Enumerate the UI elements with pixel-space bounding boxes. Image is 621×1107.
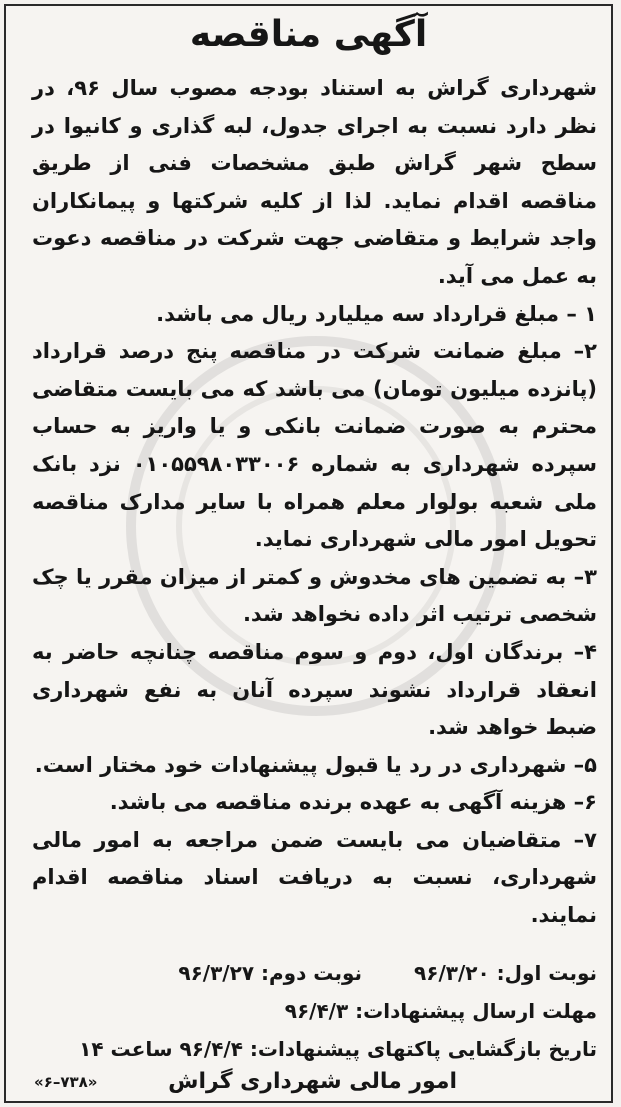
first-round-date: نوبت اول: ۹۶/۳/۲۰	[414, 961, 597, 985]
notice-title: آگهی مناقصه	[189, 14, 428, 55]
deadline-date: مهلت ارسال پیشنهادات: ۹۶/۴/۳	[284, 999, 597, 1023]
second-round-date: نوبت دوم: ۹۶/۳/۲۷	[178, 961, 363, 985]
list-item: ۳– به تضمین های مخدوش و کمتر از میزان مقرر یا چک شخصی ترتیب اثر داده نخواهد شد.	[32, 564, 597, 627]
list-item: ۴– برندگان اول، دوم و سوم مناقصه چنانچه حاضر به انعقاد قرارداد نشوند سپرده آنان به نفع شهرداری ضبط خواهد شد.	[32, 639, 597, 740]
notice-frame	[4, 4, 613, 1103]
list-item: ۱ – مبلغ قرارداد سه میلیارد ریال می باشد.	[156, 301, 597, 326]
schedule	[32, 954, 597, 1068]
ref-code: «۶–۷۳۸»	[34, 1073, 98, 1091]
list-item: ۲– مبلغ ضمانت شرکت در مناقصه پنج درصد قرارداد (پانزده میلیون تومان) می باشد که می بایست متقاضی محترم به صورت ضمانت بانکی و یا واریز به حساب سپرده شهرداری به شماره ۰۱۰۵۵۹۸۰۳۳۰۰۶ نزد بانک ملی شعبه بولوار معلم همراه با سایر مدارک مناقصه تحویل امور مالی شهرداری نماید.	[32, 339, 597, 552]
intro-paragraph: شهرداری گراش به استناد بودجه مصوب سال ۹۶، در نظر دارد نسبت به اجرای جدول، لبه گذاری و کانیوا در سطح شهر گراش طبق مشخصات فنی از طریق مناقصه اقدام نماید. لذا از کلیه شرکتها و پیمانکاران واجد شرایط و متقاضی جهت شرکت در مناقصه دعوت به عمل می آید.	[32, 76, 597, 288]
list-item: ۵– شهرداری در رد یا قبول پیشنهادات خود مختار است.	[34, 752, 597, 777]
notice-body	[32, 70, 597, 935]
footer	[22, 1069, 597, 1099]
issuer-name: امور مالی شهرداری گراش	[168, 1069, 457, 1094]
list-item: ۷– متقاضیان می بایست ضمن مراجعه به امور مالی شهرداری، نسبت به دریافت اسناد مناقصه اقدام نمایند.	[32, 827, 597, 928]
list-item: ۶– هزینه آگهی به عهده برنده مناقصه می باشد.	[109, 790, 597, 815]
opening-date: تاریخ بازگشایی پاکتهای پیشنهادات: ۹۶/۴/۴ ساعت ۱۴	[79, 1037, 597, 1061]
